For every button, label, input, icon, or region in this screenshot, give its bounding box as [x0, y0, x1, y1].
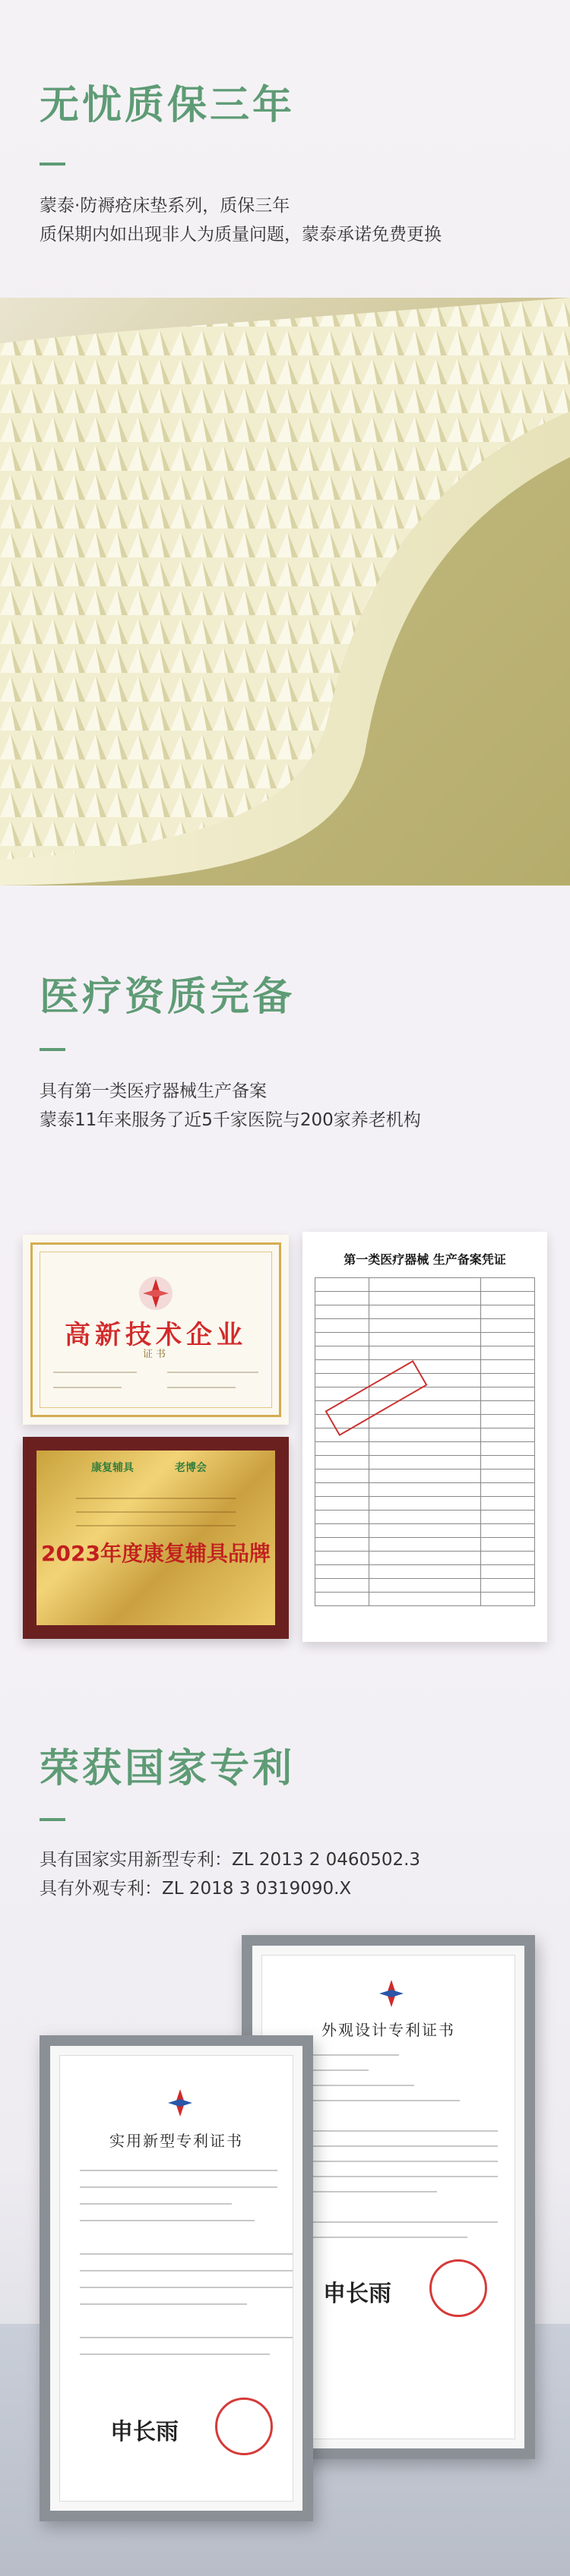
emblem-icon [375, 1977, 408, 2010]
warranty-line-1: 蒙泰·防褥疮床垫系列，质保三年 [40, 196, 290, 216]
certificate-subtitle: 证书 [142, 1349, 169, 1360]
utility-patent-frame [40, 2035, 313, 2521]
warranty-section [0, 0, 570, 886]
patent-title-bar [40, 1818, 65, 1821]
certificate-title: 高新技术企业 [65, 1320, 247, 1350]
emblem-icon [163, 2086, 197, 2120]
red-seal [429, 2259, 487, 2317]
qualification-line-2: 蒙泰11年来服务了近5千家医院与200家养老机构 [40, 1110, 421, 1130]
plaque-title: 2023年度康复辅具品牌 [41, 1541, 271, 1566]
plaque-logo-left: 康复辅具 [91, 1462, 134, 1474]
qualification-description [40, 1077, 421, 1135]
warranty-title: 无忧质保三年 [40, 83, 296, 128]
red-seal [215, 2398, 273, 2455]
warranty-description [40, 191, 442, 249]
patent-line-1: 具有国家实用新型专利：ZL 2013 2 0460502.3 [40, 1850, 421, 1870]
patent-section [0, 1656, 570, 2576]
registration-table [315, 1277, 535, 1606]
egg-crate-foam-image [0, 298, 570, 886]
medical-device-registration [302, 1232, 547, 1642]
high-tech-certificate [23, 1235, 289, 1425]
emblem-icon [137, 1274, 175, 1312]
patent-line-2: 具有外观专利：ZL 2018 3 0319090.X [40, 1879, 352, 1899]
patent-title: 荣获国家专利 [40, 1746, 296, 1792]
qualification-title: 医疗资质完备 [40, 974, 296, 1020]
patent-description [40, 1845, 420, 1903]
qualification-title-bar [40, 1048, 65, 1051]
design-patent-title: 外观设计专利证书 [321, 2021, 455, 2039]
back-signature: 申长雨 [323, 2281, 391, 2307]
qualification-line-1: 具有第一类医疗器械生产备案 [40, 1081, 267, 1101]
plaque-logo-right: 老博会 [175, 1462, 207, 1474]
front-signature: 申长雨 [110, 2419, 179, 2445]
warranty-title-bar [40, 163, 65, 166]
warranty-line-2: 质保期内如出现非人为质量问题，蒙泰承诺免费更换 [40, 225, 442, 245]
utility-patent-title: 实用新型专利证书 [109, 2132, 243, 2150]
registration-title: 第一类医疗器械 生产备案凭证 [344, 1252, 506, 1267]
qualification-section [0, 886, 570, 1656]
brand-award-plaque [23, 1437, 289, 1639]
